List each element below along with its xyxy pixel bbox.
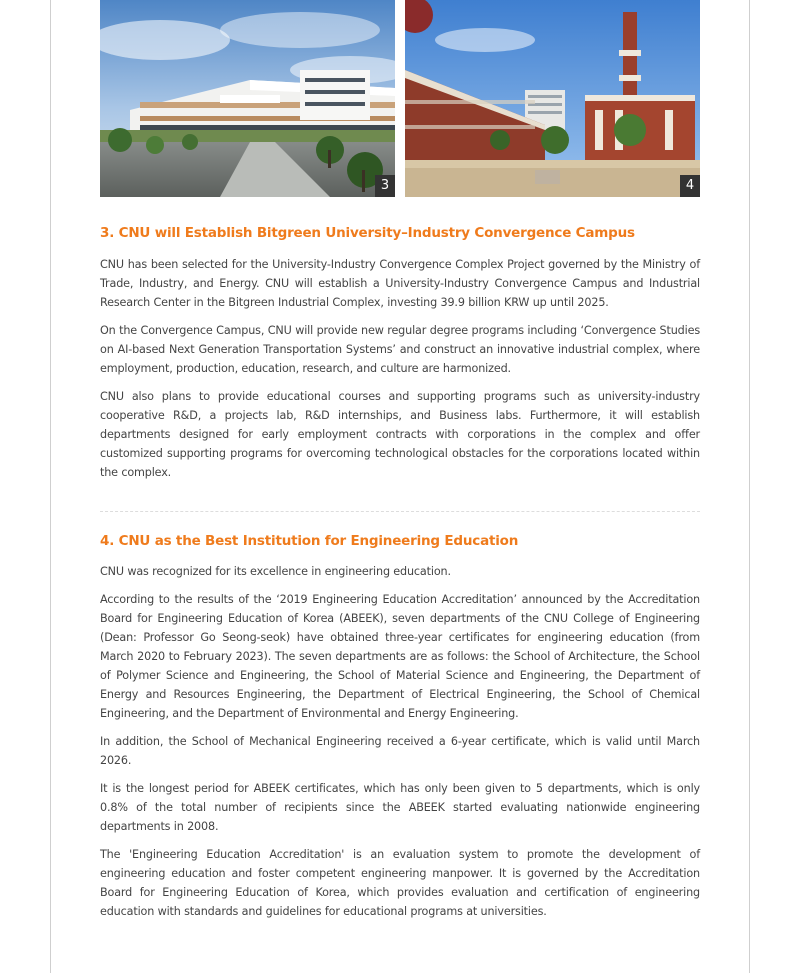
photo-gallery	[100, 0, 700, 197]
paragraph: In addition, the School of Mechanical Engineering received a 6-year certificate, which is valid until March 2026.	[100, 735, 700, 767]
paragraph: CNU has been selected for the University-Industry Convergence Complex Project governed by the Ministry of Trade, Industry, and Energy. CNU will establish a University-Industry Convergence Campus and Industrial Research Center in the Bitgreen Industrial Complex, investing 39.9 billion KRW up until 2025.	[100, 258, 700, 309]
photo-campus	[405, 0, 700, 197]
photo-number-badge: 3	[375, 175, 395, 197]
section-engineering-education	[100, 533, 700, 921]
campus-photo-image	[405, 0, 700, 197]
section-title: 3. CNU will Establish Bitgreen University–Industry Convergence Campus	[100, 225, 635, 241]
paragraph: According to the results of the ‘2019 Engineering Education Accreditation’ announced by the Accreditation Board for Engineering Education of Korea (ABEEK), seven departments of the CNU College of Engineering (Dean: Professor Go Seong-seok) have obtained three-year certificates for engineering education (from March 2020 to February 2023). The seven departments are as follows: the School of Architecture, the School of Polymer Science and Engineering, the School of Material Science and Engineering, the Department of Energy and Resources Engineering, the Department of Electrical Engineering, the School of Chemical Engineering, and the Department of Environmental and Energy Engineering.	[100, 593, 700, 720]
paragraph: It is the longest period for ABEEK certificates, which has only been given to 5 departments, which is only 0.8% of the total number of recipients since the ABEEK started evaluating nationwide engineering departments in 2008.	[100, 782, 700, 833]
section-bitgreen-campus	[100, 225, 700, 482]
building-rendering-image	[100, 0, 395, 197]
photo-number-badge: 4	[680, 175, 700, 197]
section-divider	[100, 511, 700, 512]
paragraph: On the Convergence Campus, CNU will provide new regular degree programs including ‘Convergence Studies on AI-based Next Generation Transportation Systems’ and construct an innovative industrial complex, where employment, production, education, research, and culture are harmonized.	[100, 324, 700, 375]
section-title: 4. CNU as the Best Institution for Engineering Education	[100, 533, 519, 549]
paragraph: CNU was recognized for its excellence in engineering education.	[100, 565, 451, 578]
paragraph: The 'Engineering Education Accreditation' is an evaluation system to promote the development of engineering education and foster competent engineering manpower. It is governed by the Accreditation Board for Engineering Education of Korea, which provides evaluation and certification of engineering education with standards and guidelines for educational programs at universities.	[100, 848, 700, 918]
photo-building-rendering	[100, 0, 395, 197]
paragraph: CNU also plans to provide educational courses and supporting programs such as university-industry cooperative R&D, a projects lab, R&D internships, and Business labs. Furthermore, it will establish departments designed for early employment contracts with corporations in the complex and offer customized supporting programs for overcoming technological obstacles for the corporations located within the complex.	[100, 390, 700, 479]
